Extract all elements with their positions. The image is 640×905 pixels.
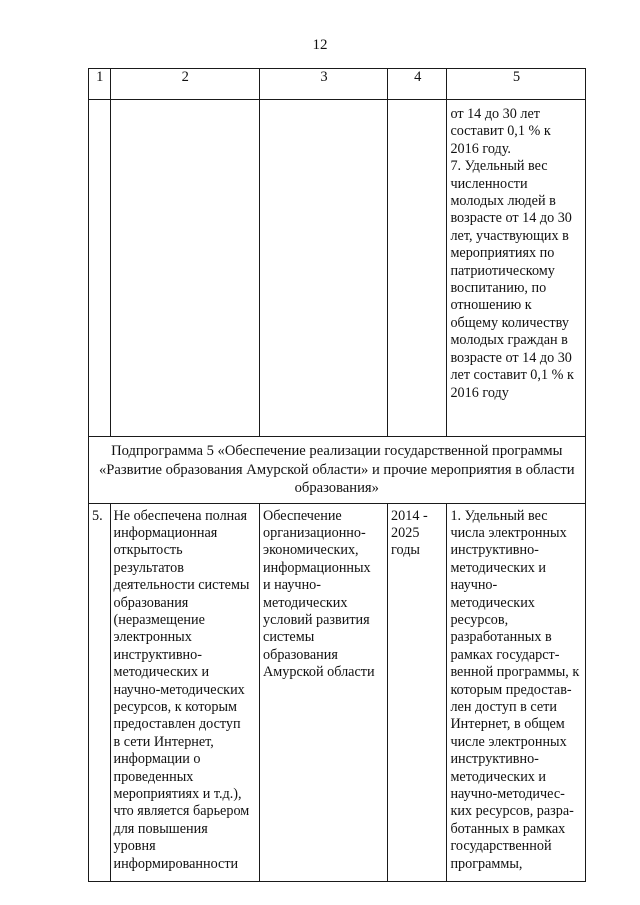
text-line: государственной xyxy=(450,838,552,855)
text-line: Амурской области xyxy=(263,664,375,681)
table-cell xyxy=(110,100,260,437)
text-line: лен доступ в сети xyxy=(450,698,557,715)
text-line: для повышения xyxy=(113,820,208,837)
text-line: Подпрограмма 5 «Обеспечение реализации государственной программы xyxy=(111,443,563,459)
text-line: численности xyxy=(450,175,528,192)
text-line: проведенных xyxy=(113,768,194,785)
page-number: 12 xyxy=(312,37,328,53)
text-line: в сети Интернет, xyxy=(113,733,214,750)
text-line: ботанных в рамках xyxy=(450,820,566,837)
text-line: организационно- xyxy=(263,524,366,541)
text-line: научно- xyxy=(450,577,498,594)
text-line: мероприятиях по xyxy=(450,245,555,262)
text-line: патриотическому xyxy=(450,262,555,279)
text-line: инструктивно- xyxy=(113,646,202,663)
table-row xyxy=(89,503,586,881)
text-line: что является барьером xyxy=(113,803,250,820)
text-line: методических xyxy=(450,594,535,611)
cell-lines xyxy=(450,106,582,402)
text-line: научно-методических xyxy=(113,681,245,698)
text-line: информированности xyxy=(113,855,239,872)
text-line: мероприятиях и т.д.), xyxy=(113,786,242,802)
text-line: 2016 году. xyxy=(450,140,511,157)
text-line: возрасте от 14 до 30 xyxy=(450,210,572,227)
text-line: уровня xyxy=(113,838,156,855)
header-cell: 5 xyxy=(447,69,585,100)
text-line: информационная xyxy=(113,524,218,541)
text-line: образования xyxy=(113,594,189,611)
text-line: годы xyxy=(391,542,420,559)
text-line: разработанных в xyxy=(450,629,552,646)
text-line: числе электронных xyxy=(450,733,567,750)
text-line: образования xyxy=(263,646,338,663)
row-number: 5. xyxy=(89,503,111,881)
data-table xyxy=(88,68,586,882)
indicators-cell xyxy=(447,100,585,437)
text-line: образования» xyxy=(294,480,379,496)
text-line: венной программы, к xyxy=(450,664,580,681)
risk-description-cell xyxy=(110,503,260,881)
cell-lines xyxy=(450,508,582,874)
text-line: лет составит 0,1 % к xyxy=(450,367,574,384)
text-line: лет, участвующих в xyxy=(450,227,569,244)
measures-cell xyxy=(260,503,388,881)
text-line: программы, xyxy=(450,855,523,872)
text-line: составит 0,1 % к xyxy=(450,123,551,140)
text-line: 2016 году xyxy=(450,384,509,401)
table-row xyxy=(89,100,586,437)
text-line: экономических, xyxy=(263,542,359,559)
text-line: Обеспечение xyxy=(263,507,342,524)
text-line: ресурсов, xyxy=(450,611,509,628)
cell-lines xyxy=(99,442,575,498)
text-line: предоставлен доступ xyxy=(113,716,241,733)
text-line: отношению к xyxy=(450,297,532,314)
text-line: Интернет, в общем xyxy=(450,716,565,733)
text-line: ких ресурсов, разра- xyxy=(450,803,574,820)
period-cell xyxy=(388,503,447,881)
text-line: результатов xyxy=(113,559,184,576)
text-line: 7. Удельный вес xyxy=(450,158,548,175)
text-line: инструктивно- xyxy=(450,751,539,768)
text-line: 2014 - xyxy=(391,507,428,524)
text-line: условий развития xyxy=(263,611,370,628)
text-line: от 14 до 30 лет xyxy=(450,106,540,122)
text-line: рамках государст- xyxy=(450,646,560,663)
text-line: (неразмещение xyxy=(113,611,205,628)
text-line: 1. Удельный вес xyxy=(450,507,548,524)
text-line: информации о xyxy=(113,751,201,768)
text-line: которым предостав- xyxy=(450,681,572,698)
text-line: инструктивно- xyxy=(450,542,539,559)
table-cell xyxy=(388,100,447,437)
table-header-row xyxy=(89,69,586,100)
text-line: «Развитие образования Амурской области» и прочие мероприятия в области xyxy=(99,461,575,478)
table-cell xyxy=(89,100,111,437)
text-line: молодых граждан в xyxy=(450,332,568,349)
header-cell: 2 xyxy=(110,69,260,100)
cell-lines xyxy=(391,508,444,560)
text-line: методических и xyxy=(113,664,210,681)
text-line: информационных xyxy=(263,559,371,576)
table-cell xyxy=(260,100,388,437)
header-cell: 1 xyxy=(89,69,111,100)
text-line: числа электронных xyxy=(450,524,567,541)
text-line: воспитанию, по xyxy=(450,280,547,297)
text-line: 2025 xyxy=(391,524,420,541)
cell-lines xyxy=(263,508,385,682)
text-line: возрасте от 14 до 30 xyxy=(450,349,572,366)
text-line: и научно- xyxy=(263,577,321,594)
text-line: электронных xyxy=(113,629,192,646)
text-line: методических и xyxy=(450,559,547,576)
text-line: системы xyxy=(263,629,315,646)
cell-lines xyxy=(114,508,258,874)
text-line: деятельности системы xyxy=(113,577,250,594)
indicators-cell xyxy=(447,503,585,881)
header-cell: 3 xyxy=(260,69,388,100)
text-line: методических xyxy=(263,594,348,611)
text-line: методических и xyxy=(450,768,547,785)
text-line: Не обеспечена полная xyxy=(113,507,248,524)
text-line: открытость xyxy=(113,542,183,559)
text-line: общему количеству xyxy=(450,314,569,331)
subprogram-title xyxy=(89,437,586,504)
text-line: молодых людей в xyxy=(450,193,556,210)
subprogram-row xyxy=(89,437,586,504)
text-line: научно-методичес- xyxy=(450,786,565,802)
header-cell: 4 xyxy=(388,69,447,100)
text-line: ресурсов, к которым xyxy=(113,698,237,715)
